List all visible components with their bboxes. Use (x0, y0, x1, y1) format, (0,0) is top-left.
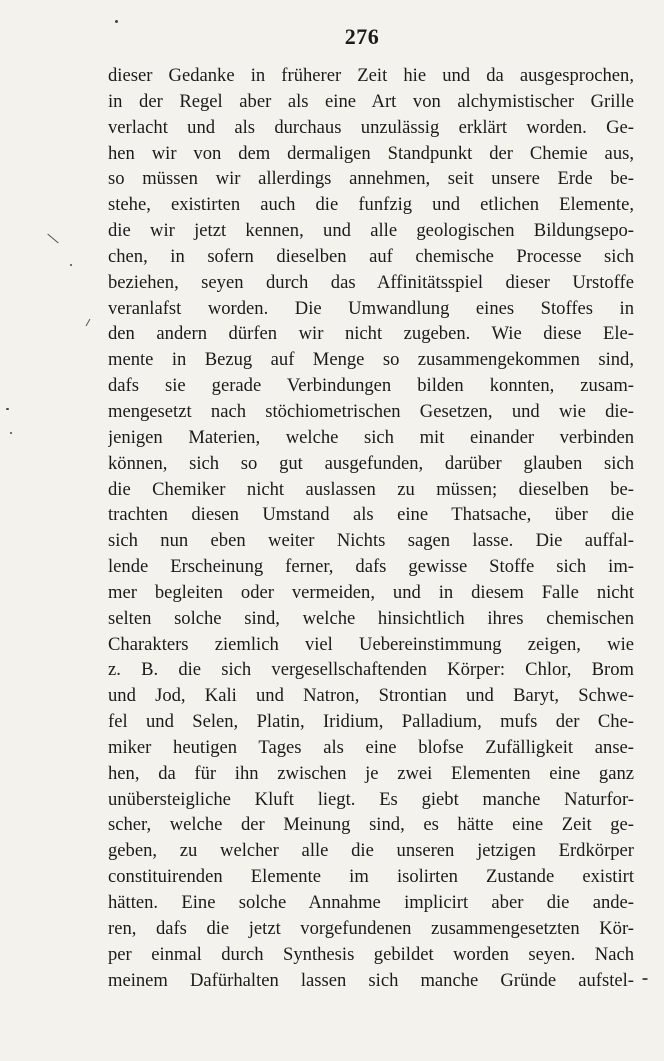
text-line: den andern dürfen wir nicht zugeben. Wie diese Ele- (108, 323, 634, 345)
scan-speck (70, 264, 72, 266)
text-line: z. B. die sich vergesellschaftenden Körper: Chlor, Brom (108, 659, 634, 681)
text-line: und Jod, Kali und Natron, Strontian und Baryt, Schwe- (108, 685, 634, 707)
text-line: fel und Selen, Platin, Iridium, Palladium, mufs der Che- (108, 711, 634, 733)
text-line: sich nun eben weiter Nichts sagen lasse. Die auffal- (108, 530, 634, 552)
text-line: per einmal durch Synthesis gebildet worden seyen. Nach (108, 943, 634, 965)
text-line: ren, dafs die jetzt vorgefundenen zusammengesetzten Kör- (108, 917, 634, 939)
scan-speck (115, 20, 118, 23)
text-line: die wir jetzt kennen, und alle geologischen Bildungsepo- (108, 220, 634, 242)
text-line: hätten. Eine solche Annahme implicirt aber die andе- (108, 892, 634, 913)
text-line: mengesetzt nach stöchiometrischen Gesetzen, und wie die- (108, 400, 634, 422)
text-line: miker heutigen Tages als eine blofse Zufälligkeit anse- (108, 736, 634, 758)
text-line: scher, welche der Meinung sind, es hätte eine Zeit ge- (108, 814, 634, 836)
scan-mark (86, 319, 91, 326)
text-line: verlacht und als durchaus unzulässig erklärt worden. Ge- (108, 116, 634, 138)
text-line: unübersteigliche Kluft liegt. Es giebt manche Naturfor- (108, 788, 634, 810)
body-text (108, 63, 634, 993)
text-line: können, sich so gut ausgefunden, darüber glauben sich (108, 452, 634, 474)
text-line: veranlafst worden. Die Umwandlung eines Stoffes in (108, 297, 634, 319)
text-line: jenigen Materien, welche sich mit einander verbinden (108, 426, 634, 448)
text-line: mer begleiten oder vermeiden, und in diesem Falle nicht (108, 581, 634, 603)
page-number: 276 (344, 24, 380, 49)
text-line: die Chemiker nicht auslassen zu müssen; dieselben be- (108, 478, 634, 500)
text-line: dieser Gedanke in früherer Zeit hie und da ausgesprochen, (108, 65, 634, 86)
text-line: trachten diesen Umstand als eine Thatsache, über die (108, 504, 634, 526)
text-line: geben, zu welcher alle die unseren jetzigen Erdkörper (108, 840, 634, 862)
scan-speck (642, 978, 648, 980)
text-line: hen wir von dem dermaligen Standpunkt der Chemie aus, (108, 142, 634, 164)
scan-speck (10, 432, 12, 434)
text-line: Charakters ziemlich viel Uebereinstimmung zeigen, wie (108, 633, 634, 655)
text-line: hen, da für ihn zwischen je zwei Elementen eine ganz (108, 762, 634, 784)
text-line: selten solche sind, welche hinsichtlich ihres chemischen (108, 607, 634, 629)
text-line: mente in Bezug auf Menge so zusammengekommen sind, (108, 349, 634, 371)
scan-mark (47, 234, 58, 244)
text-line: dafs sie gerade Verbindungen bilden konnten, zusam- (108, 375, 634, 397)
text-line: constituirenden Elemente im isolirten Zustande existirt (108, 866, 634, 888)
text-line: so müssen wir allerdings annehmen, seit unsere Erde be- (108, 168, 634, 190)
text-line: chen, in sofern dieselben auf chemische Processe sich (108, 245, 634, 267)
scan-speck (6, 408, 9, 410)
text-line: beziehen, seyen durch das Affinitätsspiel dieser Urstoffe (108, 271, 634, 293)
text-line: meinem Dafürhalten lassen sich manche Gründe aufstel- (108, 969, 634, 991)
text-line: in der Regel aber als eine Art von alchymistischer Grille (108, 90, 634, 112)
text-line: stehe, existirten auch die funfzig und etlichen Elemente, (108, 194, 634, 216)
text-line: lende Erscheinung ferner, dafs gewisse Stoffe sich im- (108, 556, 634, 578)
